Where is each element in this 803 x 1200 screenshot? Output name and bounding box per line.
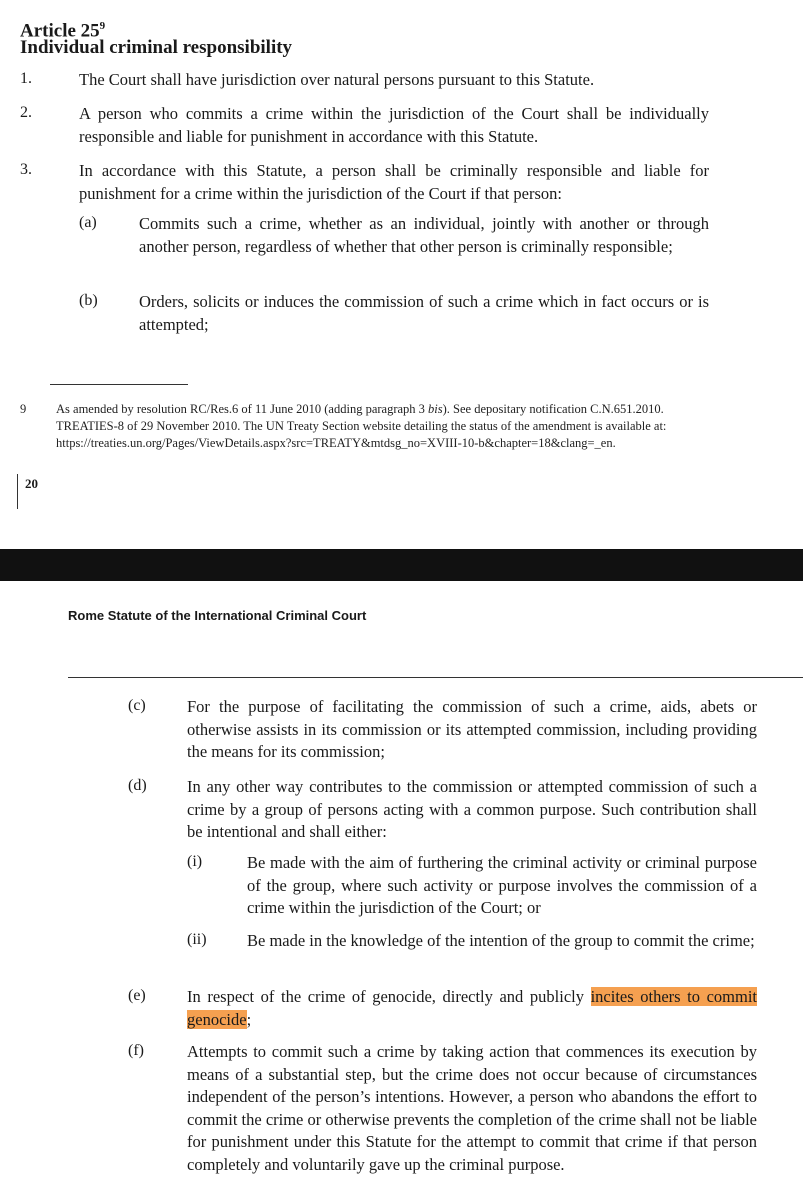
page-number-rule xyxy=(17,474,18,509)
subitem-label: (ii) xyxy=(187,931,207,948)
subitem-text: Be made in the knowledge of the intention of the group to commit the crime; xyxy=(247,931,755,950)
item-text: In respect of the crime of genocide, directly and publicly incites others to commit genocide; xyxy=(187,987,757,1029)
item-text: Attempts to commit such a crime by taking action that commences its execution by means of a substantial step, but the crime does not occur because of circumstances independent of the person’s intentions. However, a person who abandons the effort to commit the crime or otherwise prevents the completion of the crime shall not be liable for punishment under this Statute for the attempt to commit that crime if that person completely and voluntarily gave up the criminal purpose. xyxy=(187,1042,757,1174)
item-text: Commits such a crime, whether as an individual, jointly with another or through another person, regardless of whether that other person is criminally responsible; xyxy=(139,214,709,256)
item-text: In any other way contributes to the commission or attempted commission of such a crime by a group of persons acting with a common purpose. Such contribution shall be intentional and shall either: xyxy=(187,777,757,841)
item-label: (b) xyxy=(79,292,98,309)
page-number: 20 xyxy=(25,476,38,491)
subitem-text: Be made with the aim of furthering the criminal activity or criminal purpose of the group, where such activity or purpose involves the commission of a crime within the jurisdiction of the Court; or xyxy=(247,853,757,917)
item-label: (e) xyxy=(128,987,146,1004)
item-text: Orders, solicits or induces the commission of such a crime which in fact occurs or is attempted; xyxy=(139,292,709,334)
article-subtitle: Individual criminal responsibility xyxy=(20,37,293,58)
item-label: (a) xyxy=(79,214,97,231)
para-num: 1. xyxy=(20,70,32,87)
article-heading: Article $25^9$ xyxy=(20,20,106,42)
para-num: 2. xyxy=(20,104,32,121)
running-header: Rome Statute of the International Criminal Court xyxy=(68,608,367,623)
footnote-divider xyxy=(50,384,188,385)
page-separator xyxy=(0,549,803,581)
para-text: The Court shall have jurisdiction over natural persons pursuant to this Statute. xyxy=(79,70,595,89)
para-num: 3. xyxy=(20,161,32,178)
footnote-text: As amended by resolution RC/Res.6 of 11 June 2010 (adding paragraph 3 bis). See depositary notification C.N.651.2010. TREATIES-8 of 29 November 2010. The UN Treaty Section website detailing the status of the amendment is available at: https://treaties.un.org/Pages/ViewDetails.aspx?src=TREATY&mtdsg_no=XVIII-10-b&chapter=18&clang=_en. xyxy=(56,402,667,450)
highlighted-text: incites others to commit genocide xyxy=(187,987,757,1029)
para-text: A person who commits a crime within the jurisdiction of the Court shall be individually responsible and liable for punishment in accordance with this Statute. xyxy=(79,104,709,146)
item-label: (d) xyxy=(128,777,147,794)
header-rule xyxy=(68,677,803,678)
footnote-ref: 9 xyxy=(99,20,106,32)
para-text: In accordance with this Statute, a person shall be criminally responsible and liable for punishment for a crime within the jurisdiction of the Court if that person: xyxy=(79,161,709,203)
item-label: (c) xyxy=(128,697,146,714)
footnote-number: 9 xyxy=(20,402,27,416)
item-label: (f) xyxy=(128,1042,144,1059)
item-text: For the purpose of facilitating the commission of such a crime, aids, abets or otherwise assists in its commission or its attempted commission, including providing the means for its commission; xyxy=(187,697,757,761)
subitem-label: (i) xyxy=(187,853,203,870)
